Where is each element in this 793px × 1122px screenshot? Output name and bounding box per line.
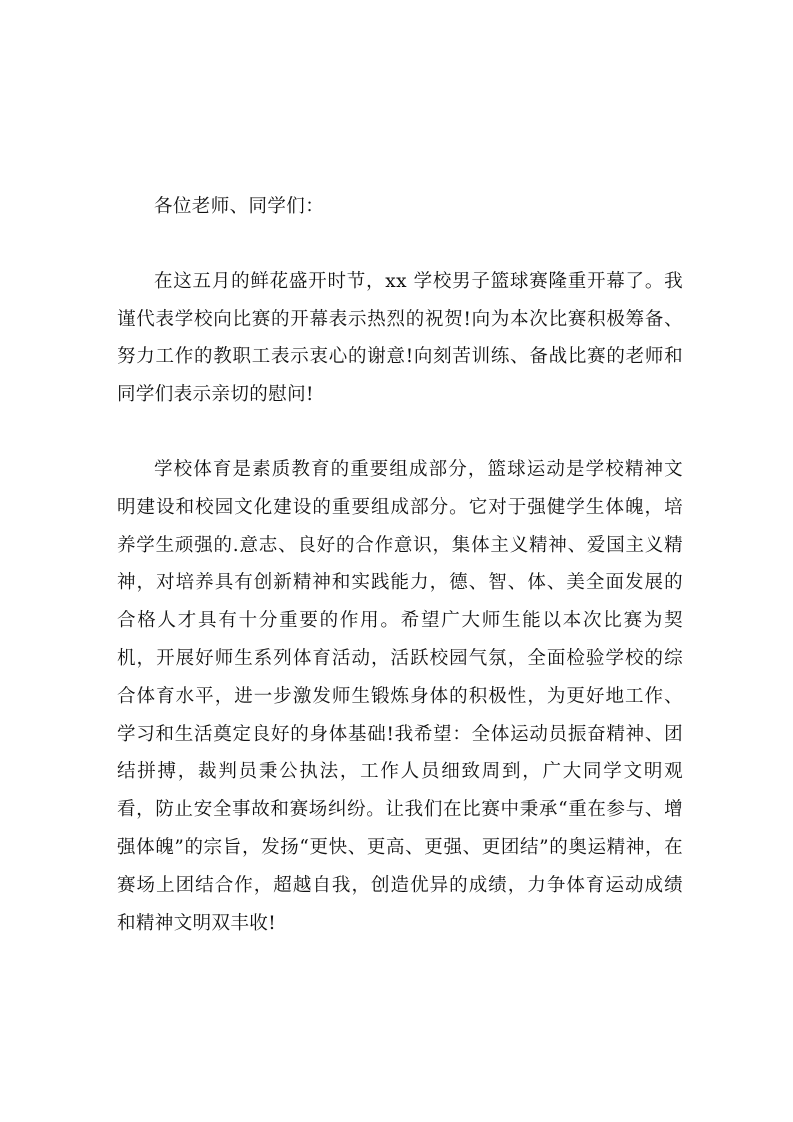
document-body bbox=[117, 188, 683, 942]
paragraph-main: 学校体育是素质教育的重要组成部分，篮球运动是学校精神文明建设和校园文化建设的重要组成部分。它对于强健学生体魄，培养学生顽强的.意志、良好的合作意识，集体主义精神、爱国主义精神，对培养具有创新精神和实践能力，德、智、体、美全面发展的合格人才具有十分重要的作用。希望广大师生能以本次比赛为契机，开展好师生系列体育活动，活跃校园气氛，全面检验学校的综合体育水平，进一步激发师生锻炼身体的积极性，为更好地工作、学习和生活奠定良好的身体基础!我希望：全体运动员振奋精神、团结拼搏，裁判员秉公执法，工作人员细致周到，广大同学文明观看，防止安全事故和赛场纠纷。让我们在比赛中秉承“重在参与、增强体魄”的宗旨，发扬“更快、更高、更强、更团结”的奥运精神，在赛场上团结合作，超越自我，创造优异的成绩，力争体育运动成绩和精神文明双丰收! bbox=[117, 458, 683, 934]
paragraph-opening: 在这五月的鲜花盛开时节，xx 学校男子篮球赛隆重开幕了。我谨代表学校向比赛的开幕表示热烈的祝贺!向为本次比赛积极筹备、努力工作的教职工表示衷心的谢意!向刻苦训练、备战比赛的老师和同学们表示亲切的慰问! bbox=[117, 270, 683, 406]
greeting-line: 各位老师、同学们： bbox=[154, 196, 325, 217]
